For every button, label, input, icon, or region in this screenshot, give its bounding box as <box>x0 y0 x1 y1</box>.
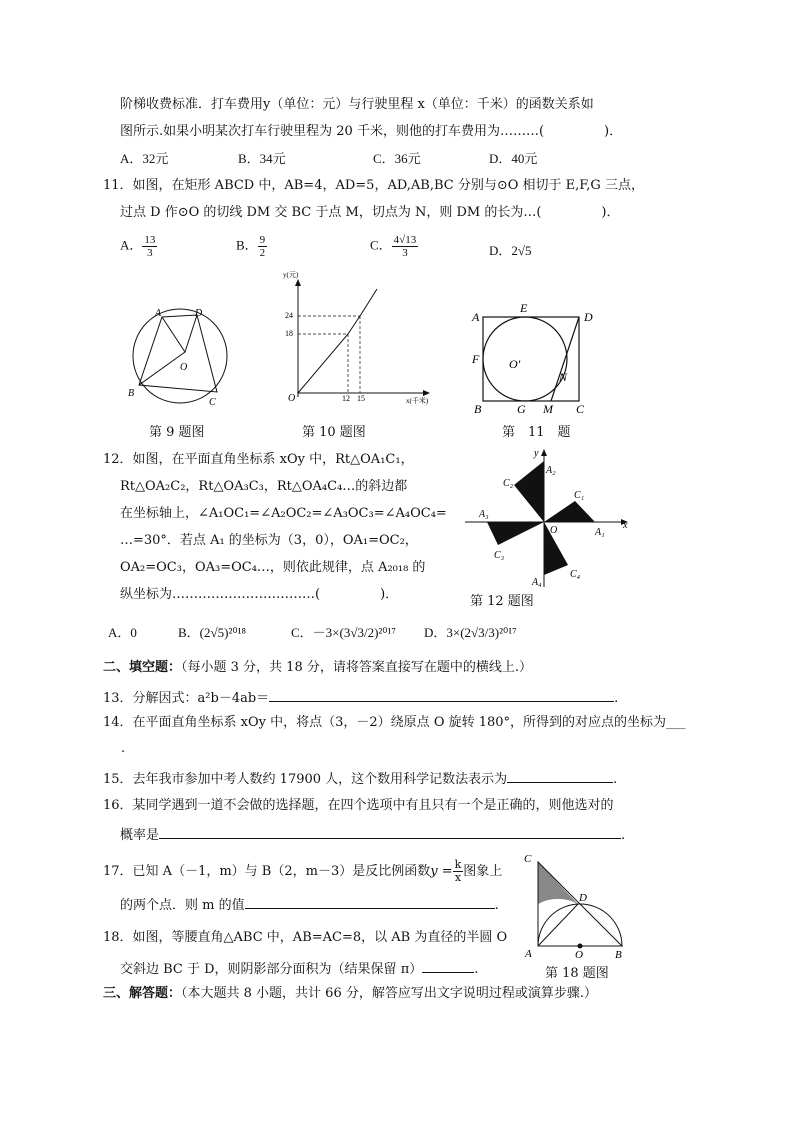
q11-option-a[interactable] <box>120 234 157 259</box>
section3-title: 三、解答题： <box>103 986 182 1001</box>
figure-10 <box>283 271 443 417</box>
q12-line4: …=30°．若点 A₁ 的坐标为（3，0），OA₁=OC₂， <box>120 533 418 548</box>
fig12-label-c4: C₄ <box>570 569 581 580</box>
fig11-label-e: E <box>520 301 528 315</box>
q18-line1: 18．如图，等腰直角△ABC 中，AB=AC=8，以 AB 为直径的半圆 O <box>103 930 508 945</box>
fig12-label-y: y <box>534 448 539 459</box>
figure-18 <box>520 852 630 962</box>
q10-option-d[interactable]: D．40元 <box>489 151 538 166</box>
q12-line6 <box>120 586 398 604</box>
q12-line5: OA₂=OC₃，OA₃=OC₄…，则依此规律，点 A₂₀₁₈ 的 <box>120 560 426 575</box>
q10-close: )． <box>604 124 623 139</box>
fig9-label-a: A <box>155 308 162 319</box>
fig10-tick-15: 15 <box>357 394 365 403</box>
section2-desc: （每小题 3 分，共 18 分，请将答案直接写在题中的横线上.） <box>181 660 532 675</box>
fig18-label-o: O <box>575 949 583 961</box>
fig12-triangle-3 <box>487 522 544 545</box>
q12-line2: Rt△OA₂C₂，Rt△OA₃C₃，Rt△OA₄C₄…的斜边都 <box>120 479 408 494</box>
q11-option-c[interactable] <box>370 234 418 259</box>
q12-option-c[interactable]: C．－3×(3√3/2)²⁰¹⁷ <box>291 625 396 640</box>
fig11-label-a: A <box>472 310 480 324</box>
fig10-origin: O <box>288 393 296 404</box>
q18-line2 <box>120 958 478 979</box>
fig9-label-d: D <box>195 308 203 319</box>
fig10-tick-18: 18 <box>285 329 293 338</box>
fig9-caption: 第 9 题图 <box>149 425 205 440</box>
fig18-label-b: B <box>615 949 622 961</box>
q17-line1b: 图象上 <box>463 864 503 879</box>
fig12-label-c1: C₁ <box>574 490 585 501</box>
fig12-label-c3: C₃ <box>494 550 505 561</box>
q11-option-a-den: 3 <box>147 247 153 259</box>
q11-option-c-den: 3 <box>402 247 408 259</box>
fig9-quadrilateral <box>139 315 217 392</box>
fig11-label-m: M <box>543 402 553 416</box>
q14-line1: 14．在平面直角坐标系 xOy 中，将点（3，－2）绕原点 O 旋转 180°，所得到的对应点的坐标为___ <box>103 715 686 730</box>
figure-12 <box>460 447 640 592</box>
fig11-label-d: D <box>584 310 593 324</box>
q12-line1: 12．如图，在平面直角坐标系 xOy 中，Rt△OA₁C₁， <box>103 452 414 467</box>
section2-title: 二、填空题： <box>103 660 182 675</box>
fig10-y-arrow <box>295 279 301 286</box>
q18-end: . <box>474 962 479 977</box>
fig12-caption: 第 12 题图 <box>470 594 534 609</box>
q13-answer-line[interactable] <box>269 687 614 702</box>
q10-option-a[interactable]: A．32元 <box>120 151 169 166</box>
fig18-label-c: C <box>524 853 532 865</box>
fig10-xlabel: x(千米) <box>406 397 429 405</box>
q10-line2 <box>120 123 622 141</box>
fig12-y-arrow <box>541 449 547 456</box>
fig12-label-o: O <box>550 525 558 536</box>
fig11-label-o: O' <box>509 357 521 371</box>
section3-desc: （本大题共 8 小题，共计 66 分，解答应写出文字说明过程或演算步骤.） <box>181 986 597 1001</box>
fig18-caption: 第 18 题图 <box>545 966 609 981</box>
q11-line1: 11．如图，在矩形 ABCD 中，AB=4，AD=5，AD,AB,BC 分别与⊙O 相切于 E,F,G 三点， <box>103 178 644 193</box>
figure-9 <box>125 300 255 410</box>
q15-text: 15．去年我市参加中考人数约 17900 人，这个数用科学记数法表示为 <box>103 772 508 787</box>
q17-func-den: x <box>454 871 462 884</box>
q11-line2 <box>120 204 619 222</box>
q10-line1: 阶梯收费标准．打车费用y（单位：元）与行驶里程 x（单位：千米）的函数关系如 <box>120 97 594 112</box>
q17-func-num: k <box>454 858 462 871</box>
q16-line2-text: 概率是 <box>120 828 160 843</box>
q17-line2-text: 的两个点．则 m 的值 <box>120 898 245 913</box>
fig11-label-f: F <box>472 352 480 366</box>
section2-heading <box>103 659 532 677</box>
q12-option-b[interactable]: B．(2√5)²⁰¹⁸ <box>178 625 247 640</box>
fig11-label-c: C <box>576 402 585 416</box>
fig18-label-d: D <box>579 892 587 904</box>
q17-line1a: 17．已知 A（－1，m）与 B（2，m－3）是反比例函数 <box>103 864 431 879</box>
q11-option-d-label: D． <box>489 243 512 258</box>
fig11-label-b: B <box>474 402 482 416</box>
q12-option-d[interactable]: D．3×(2√3/3)²⁰¹⁷ <box>424 625 517 640</box>
fig11-caption: 第 11 题 <box>502 425 571 440</box>
fig12-label-x: x <box>623 520 628 531</box>
q16-answer-line[interactable] <box>159 824 621 839</box>
fig10-caption: 第 10 题图 <box>302 425 366 440</box>
q11-option-b-den: 2 <box>259 247 266 259</box>
q17-func-y: y = <box>430 864 453 879</box>
q12-line3: 在坐标轴上，∠A₁OC₁=∠A₂OC₂=∠A₃OC₃=∠A₄OC₄= <box>120 506 447 521</box>
fig10-tick-12: 12 <box>342 394 350 403</box>
q17-answer-line[interactable] <box>245 894 495 909</box>
fig9-label-c: C <box>209 397 216 408</box>
q15-end: . <box>613 772 618 787</box>
q15 <box>103 768 617 789</box>
q11-option-c-num: 4√13 <box>393 234 417 246</box>
fig12-label-c2: C₂ <box>503 478 514 489</box>
q10-line2-text: 图所示.如果小明某次打车行驶里程为 20 千米，则他的打车费用为………( <box>120 124 545 139</box>
q17-end: . <box>494 898 499 913</box>
fig10-ylabel: y(元) <box>283 271 299 279</box>
fig11-label-n: N <box>559 370 568 384</box>
q17-line1 <box>103 859 502 884</box>
q16-line2 <box>120 824 625 845</box>
q13-end: . <box>614 691 619 706</box>
q11-option-b[interactable] <box>236 234 267 259</box>
q15-answer-line[interactable] <box>507 768 613 783</box>
q18-answer-line[interactable] <box>422 958 474 973</box>
q11-option-b-label: B． <box>236 237 258 253</box>
q11-option-c-label: C． <box>370 237 392 253</box>
q16-end: . <box>621 828 626 843</box>
fig9-label-b: B <box>128 388 135 399</box>
fig10-x-arrow <box>423 390 430 396</box>
q17-line2 <box>120 894 499 915</box>
q11-option-d[interactable] <box>489 242 532 260</box>
fig11-circle <box>483 317 567 401</box>
q11-option-a-num: 13 <box>144 234 156 246</box>
q12-line6-text: 纵坐标为……………………………( <box>120 587 321 602</box>
q12-option-a[interactable]: A．0 <box>108 625 137 640</box>
section3-heading <box>103 985 597 1003</box>
q10-option-b[interactable]: B．34元 <box>238 151 286 166</box>
fig18-label-a: A <box>525 948 532 960</box>
fig12-label-a4: A₄ <box>532 577 542 588</box>
q13 <box>103 687 618 708</box>
fig12-label-a2: A₂ <box>546 465 556 476</box>
fig11-label-g: G <box>517 402 526 416</box>
q12-close: )． <box>380 587 399 602</box>
fig18-semicircle <box>538 904 622 946</box>
q14-line2: . <box>121 741 126 756</box>
fig12-triangle-1 <box>544 501 595 522</box>
fig12-triangle-2 <box>514 461 544 522</box>
q11-option-d-text: 2√5 <box>511 243 532 258</box>
fig12-label-a3: A₃ <box>479 509 489 520</box>
q11-option-b-num: 9 <box>259 234 266 246</box>
figure-11 <box>467 300 607 418</box>
fig9-inner-lines <box>162 315 197 352</box>
fig12-label-a1: A₁ <box>595 527 605 538</box>
fig9-ob <box>139 352 188 385</box>
fig10-tick-24: 24 <box>285 311 293 320</box>
q18-line2-text: 交斜边 BC 于 D，则阴影部分面积为（结果保留 π） <box>120 962 423 977</box>
q11-line2-text: 过点 D 作⊙O 的切线 DM 交 BC 于点 M，切点为 N，则 DM 的长为…( <box>120 205 542 220</box>
fig18-center-dot <box>578 944 583 949</box>
q11-close: )． <box>601 205 620 220</box>
fig9-label-o: O <box>180 362 188 373</box>
fig10-graph <box>298 289 377 393</box>
q16-line1: 16．某同学遇到一道不会做的选择题，在四个选项中有且只有一个是正确的，则他选对的 <box>103 798 614 813</box>
q13-text: 13．分解因式：a²b－4ab＝ <box>103 691 270 706</box>
q10-option-c[interactable]: C．36元 <box>373 151 421 166</box>
q11-option-a-label: A． <box>120 237 143 253</box>
